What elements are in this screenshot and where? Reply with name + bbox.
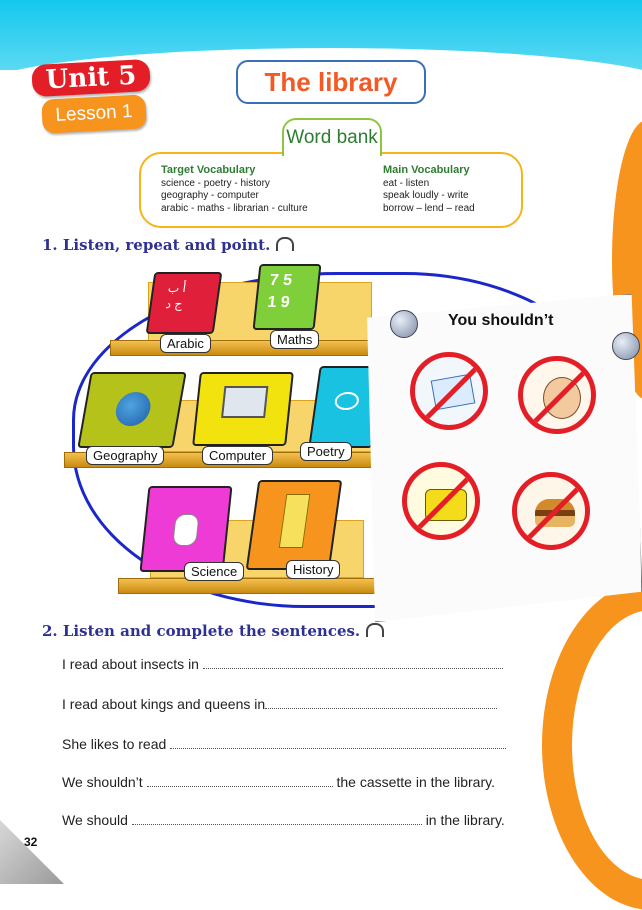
answer-blank[interactable]	[170, 737, 506, 749]
sentence-text-end: the cassette in the library.	[336, 774, 495, 790]
sentence-text: I read about kings and queens in	[62, 696, 266, 712]
answer-blank[interactable]	[147, 775, 333, 787]
main-vocabulary-line: borrow – lend – read	[383, 202, 475, 214]
geography-book[interactable]	[77, 372, 186, 448]
sentence-3	[62, 736, 506, 752]
lesson-badge: Lesson 1	[41, 94, 147, 133]
cassette-player-icon	[425, 489, 467, 521]
arabic-letters	[165, 280, 187, 312]
no-writing-icon	[410, 352, 488, 430]
sentence-4	[62, 774, 495, 790]
quill-icon	[334, 392, 361, 410]
sentence-5	[62, 812, 505, 828]
shelf-bottom	[118, 578, 378, 594]
poster-title: You shouldn’t	[448, 312, 554, 329]
globe-icon	[113, 392, 153, 426]
main-vocabulary	[383, 164, 475, 215]
book-label-poetry: Poetry	[300, 442, 352, 461]
maths-digits	[266, 270, 293, 314]
main-vocabulary-heading: Main Vocabulary	[383, 164, 470, 176]
science-book[interactable]	[139, 486, 232, 572]
headphones-icon	[366, 623, 384, 637]
answer-blank[interactable]	[203, 657, 503, 669]
target-vocabulary-line: arabic - maths - librarian - culture	[161, 202, 308, 214]
target-vocabulary-line: geography - computer	[161, 190, 259, 201]
you-shouldnt-poster	[361, 294, 642, 623]
maths-digits-line: 1 9	[266, 294, 291, 311]
maths-book[interactable]	[253, 264, 322, 330]
pushpin-icon	[390, 310, 418, 338]
pushpin-icon	[612, 332, 640, 360]
target-vocabulary-heading: Target Vocabulary	[161, 164, 256, 176]
maths-digits-line: 7 5	[268, 272, 293, 289]
target-vocabulary	[161, 164, 308, 215]
exercise-1-instruction	[42, 236, 294, 254]
pharaoh-icon	[279, 494, 311, 548]
exercise-1-instruction-text: 1. Listen, repeat and point.	[42, 236, 271, 254]
shouting-face-icon	[543, 377, 581, 419]
sentence-text: We should	[62, 812, 128, 828]
sentence-text: We shouldn’t	[62, 774, 143, 790]
orange-decoration-bottom	[542, 580, 642, 910]
history-book[interactable]	[246, 480, 343, 570]
paper-icon	[431, 374, 476, 410]
no-cassette-player-icon	[402, 462, 480, 540]
book-label-maths: Maths	[270, 330, 319, 349]
book-label-computer: Computer	[202, 446, 273, 465]
target-vocabulary-line: science - poetry - history	[161, 177, 270, 189]
word-bank	[139, 152, 523, 228]
answer-blank[interactable]	[265, 697, 497, 709]
book-label-history: History	[286, 560, 340, 579]
answer-blank[interactable]	[132, 813, 422, 825]
computer-icon	[221, 386, 268, 418]
sentence-1	[62, 656, 503, 672]
burger-icon	[535, 499, 575, 527]
book-label-science: Science	[184, 562, 244, 581]
book-label-geography: Geography	[86, 446, 164, 465]
sentence-text: She likes to read	[62, 736, 167, 752]
page-number: 32	[24, 835, 38, 849]
page-title: The library	[236, 60, 426, 104]
no-shouting-icon	[518, 356, 596, 434]
exercise-2-instruction	[42, 622, 384, 640]
main-vocabulary-line: speak loudly - write	[383, 190, 469, 201]
unit-badge: Unit 5	[31, 59, 151, 97]
exercise-2-instruction-text: 2. Listen and complete the sentences.	[42, 622, 361, 640]
page-corner	[0, 820, 64, 884]
sentence-text: I read about insects in	[62, 656, 199, 672]
arabic-letters-line: ج د	[164, 297, 184, 311]
sentence-2	[62, 696, 497, 712]
book-label-arabic: Arabic	[160, 334, 211, 353]
astronaut-icon	[172, 514, 199, 546]
computer-book[interactable]	[192, 372, 294, 446]
no-eating-icon	[512, 472, 590, 550]
arabic-book[interactable]	[146, 272, 223, 334]
main-vocabulary-line: eat - listen	[383, 177, 430, 189]
shelf-top	[110, 340, 382, 356]
arabic-letters-line: أ ب	[167, 281, 188, 295]
word-bank-title: Word bank	[282, 118, 382, 156]
sentence-text-end: in the library.	[425, 812, 505, 828]
headphones-icon	[276, 237, 294, 251]
